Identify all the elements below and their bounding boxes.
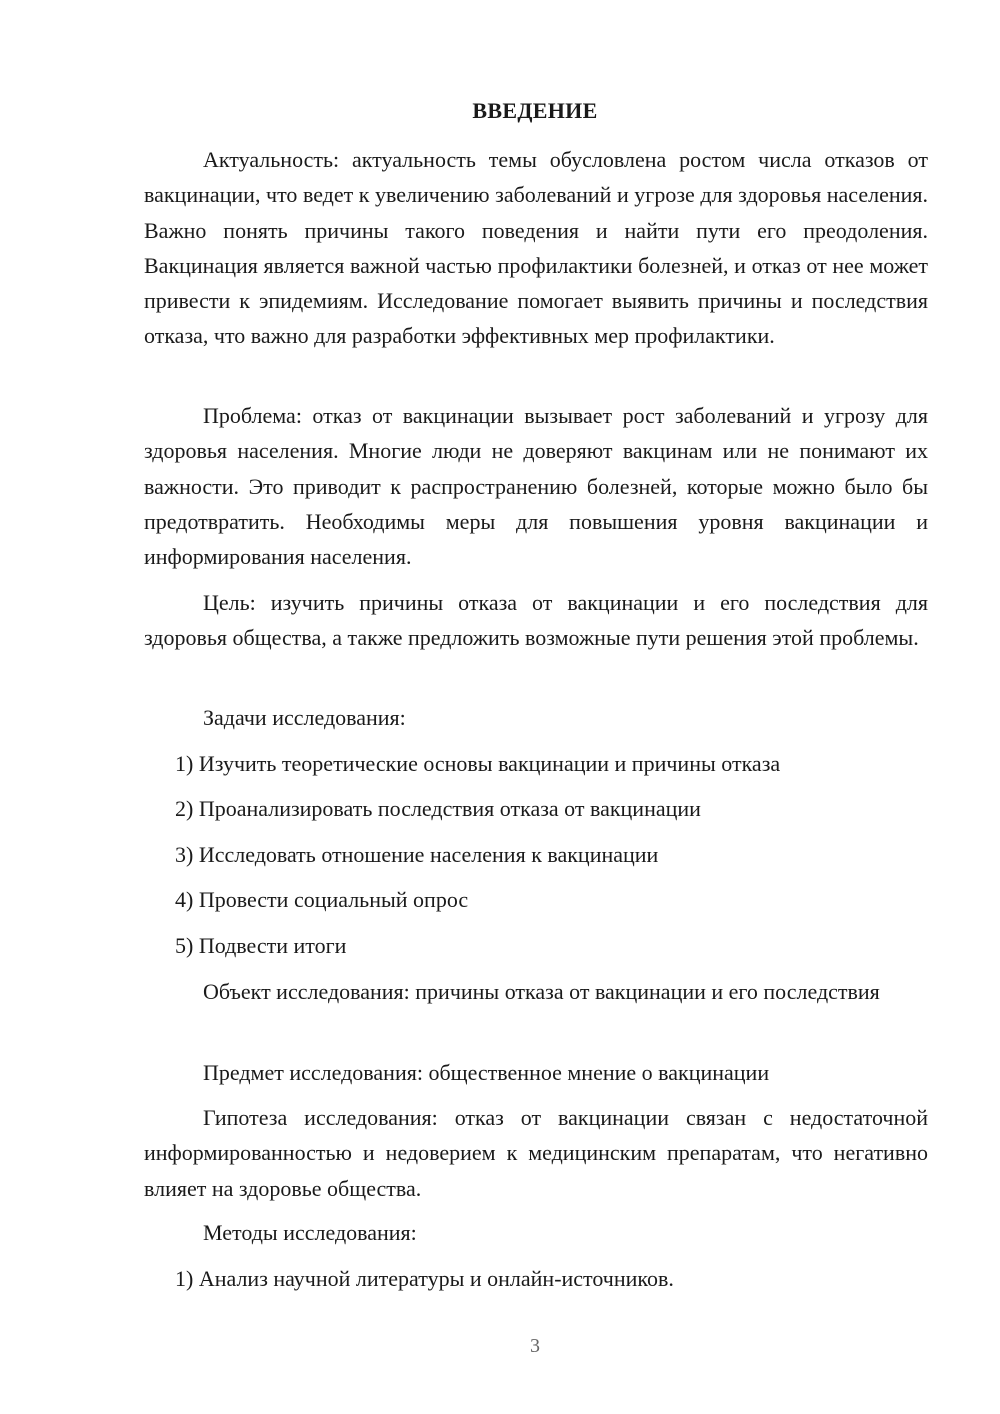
tasks-list-item-4 bbox=[144, 882, 928, 917]
problem-paragraph: Проблема: отказ от вакцинации вызывает рост заболеваний и угрозу для здоровья населения. Многие люди не доверяют вакцинам или не понимают их важности. Это приводит к распространению болезней, которые можно было бы предотвратить. Необходимы меры для повышения уровня вакцинации и информирования населения. bbox=[144, 403, 928, 570]
tasks-list-item-5 bbox=[144, 928, 928, 963]
object-section bbox=[144, 974, 928, 1009]
tasks-list-item-2 bbox=[144, 791, 928, 826]
relevance-section bbox=[144, 142, 928, 354]
list-item: 3) Исследовать отношение населения к вакцинации bbox=[175, 842, 659, 867]
subject-paragraph: Предмет исследования: общественное мнение о вакцинации bbox=[203, 1060, 770, 1085]
methods-heading: Методы исследования: bbox=[203, 1220, 417, 1245]
methods-heading-section bbox=[144, 1215, 928, 1250]
list-item: 2) Проанализировать последствия отказа от вакцинации bbox=[175, 796, 701, 821]
list-item: 4) Провести социальный опрос bbox=[175, 887, 469, 912]
problem-section bbox=[144, 398, 928, 574]
tasks-heading-section bbox=[144, 700, 928, 735]
hypothesis-paragraph: Гипотеза исследования: отказ от вакцинации связан с недостаточной информированностью и недоверием к медицинским препаратам, что негативно влияет на здоровье общества. bbox=[144, 1105, 928, 1201]
tasks-list-item-3 bbox=[144, 837, 928, 872]
tasks-heading: Задачи исследования: bbox=[203, 705, 406, 730]
relevance-paragraph: Актуальность: актуальность темы обусловлена ростом числа отказов от вакцинации, что ведет к увеличению заболеваний и угрозе для здоровья населения. Важно понять причины такого поведения и найти пути его преодоления. Вакцинация является важной частью профилактики болезней, и отказ от нее может привести к эпидемиям. Исследование помогает выявить причины и последствия отказа, что важно для разработки эффективных мер профилактики. bbox=[144, 147, 928, 349]
page-title: ВВЕДЕНИЕ bbox=[472, 98, 598, 123]
subject-section bbox=[144, 1055, 928, 1090]
goal-paragraph: Цель: изучить причины отказа от вакцинации и его последствия для здоровья общества, а также предложить возможные пути решения этой проблемы. bbox=[144, 590, 928, 651]
list-item: 5) Подвести итоги bbox=[175, 933, 347, 958]
list-item: 1) Изучить теоретические основы вакцинации и причины отказа bbox=[175, 751, 781, 776]
hypothesis-section bbox=[144, 1100, 928, 1206]
goal-section bbox=[144, 585, 928, 656]
page-number: 3 bbox=[530, 1335, 540, 1357]
object-paragraph: Объект исследования: причины отказа от вакцинации и его последствия bbox=[203, 979, 880, 1004]
list-item: 1) Анализ научной литературы и онлайн-источников. bbox=[175, 1266, 674, 1291]
methods-list-item-1 bbox=[144, 1261, 928, 1296]
tasks-list-item-1 bbox=[144, 746, 928, 781]
